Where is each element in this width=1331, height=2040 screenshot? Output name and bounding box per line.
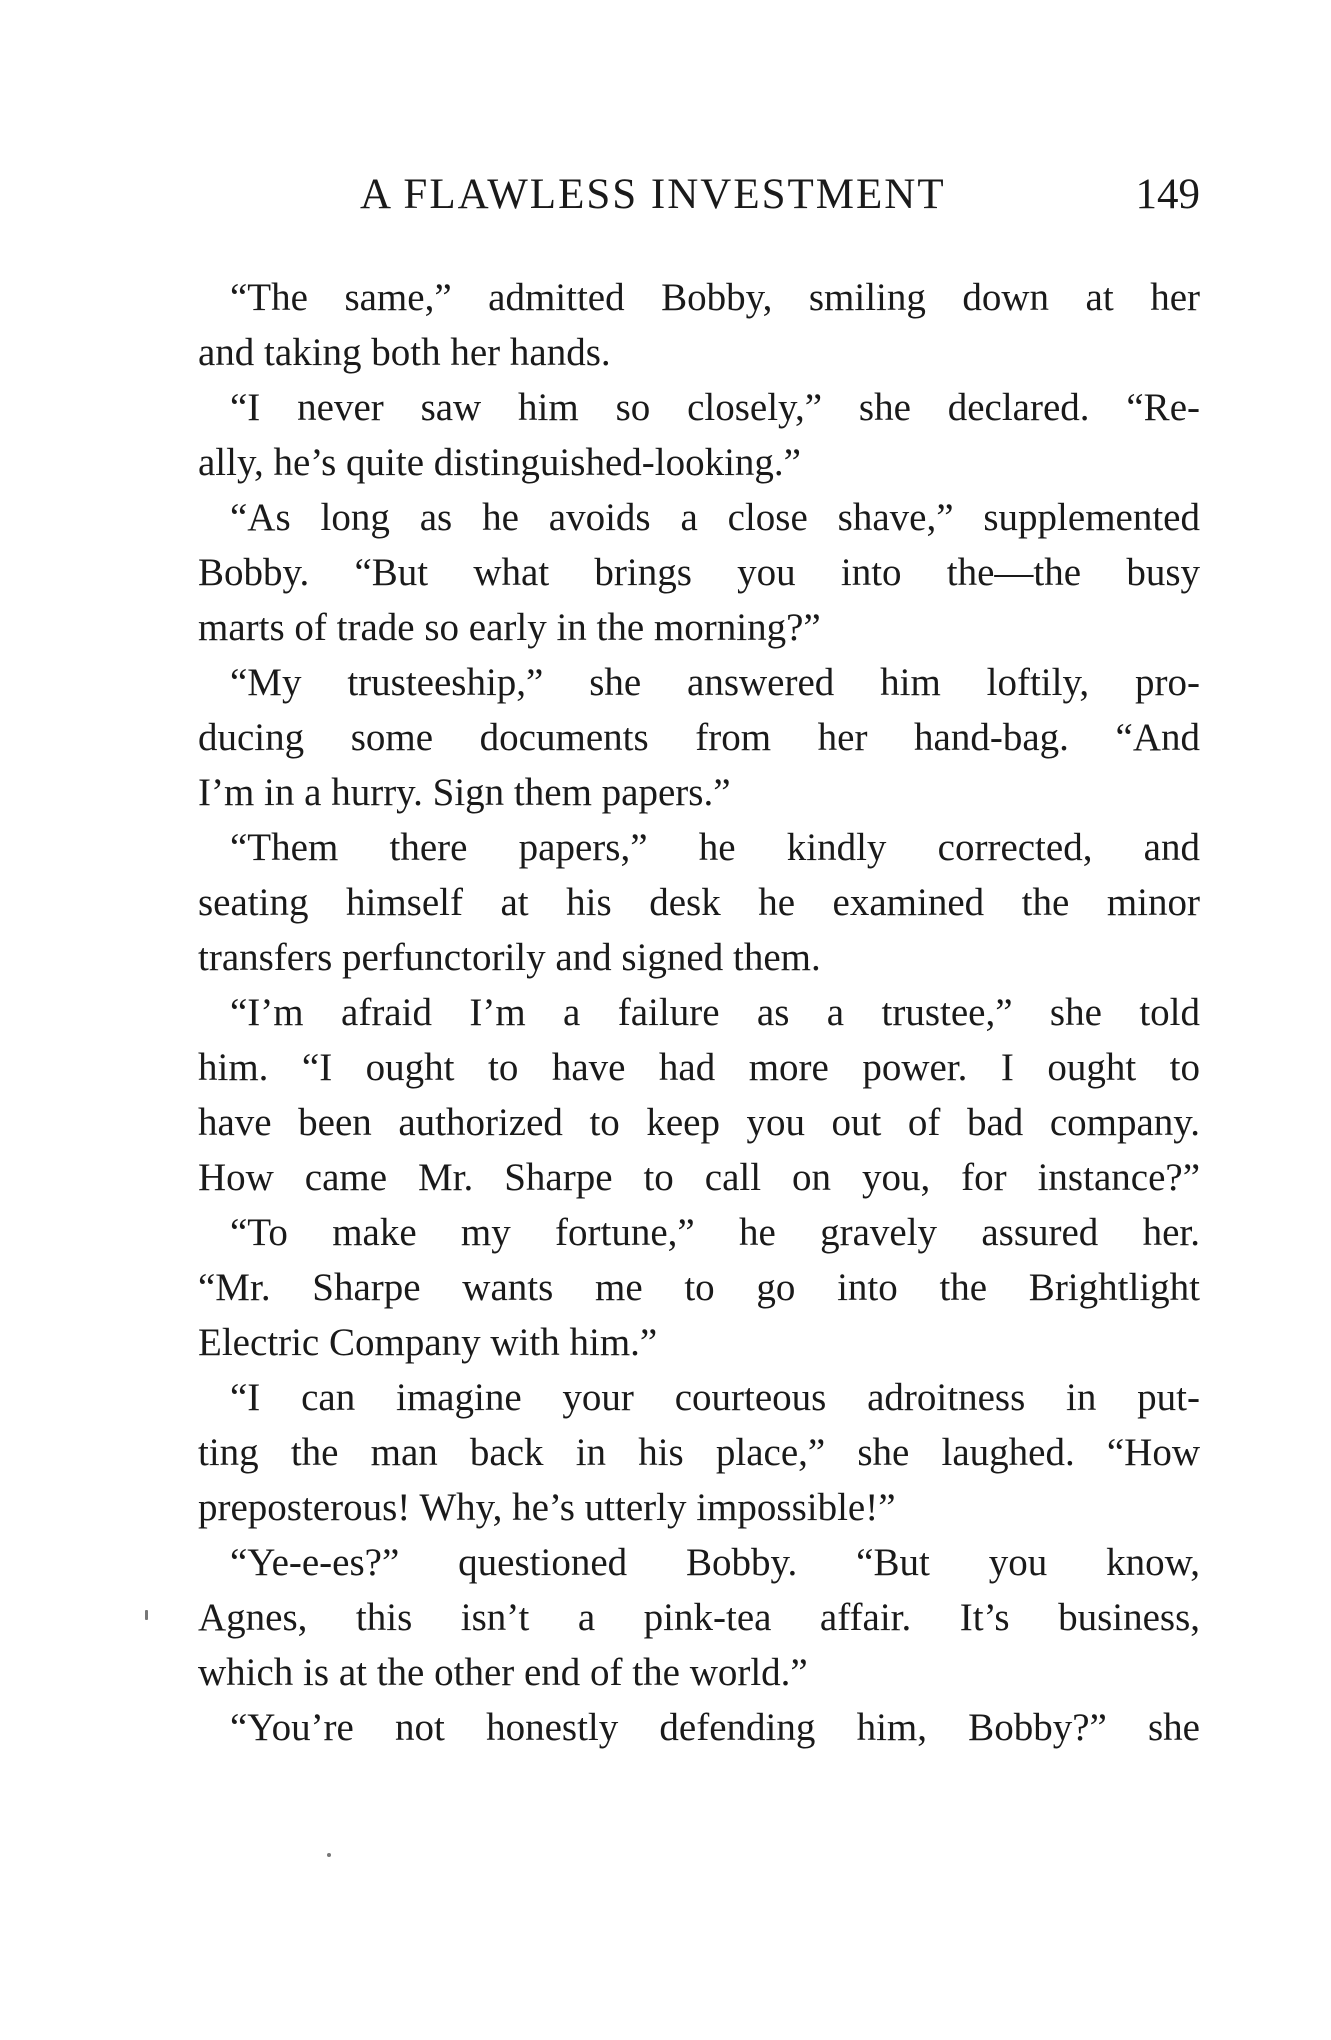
text-line: I’m in a hurry. Sign them papers.” xyxy=(198,771,731,814)
text-line: and taking both her hands. xyxy=(198,331,611,374)
text-line: ally, he’s quite distinguished-looking.” xyxy=(198,441,801,484)
text-line: him. “I ought to have had more power. I ought to xyxy=(198,1046,1200,1089)
text-line: “Ye-e-es?” questioned Bobby. “But you know, xyxy=(230,1541,1200,1584)
paper-speck xyxy=(327,1853,331,1857)
text-line: “To make my fortune,” he gravely assured her. xyxy=(230,1211,1200,1254)
text-line: “My trusteeship,” she answered him loftily, pro- xyxy=(230,661,1200,704)
text-line: “As long as he avoids a close shave,” supplemented xyxy=(230,496,1200,539)
text-line: How came Mr. Sharpe to call on you, for instance?” xyxy=(198,1156,1200,1199)
running-head xyxy=(200,170,1200,230)
text-line: Electric Company with him.” xyxy=(198,1321,658,1364)
text-line: transfers perfunctorily and signed them. xyxy=(198,936,821,979)
text-line: “I never saw him so closely,” she declared. “Re- xyxy=(230,386,1200,429)
text-line: seating himself at his desk he examined the minor xyxy=(198,881,1200,924)
text-line: Bobby. “But what brings you into the—the busy xyxy=(198,551,1200,594)
text-line: which is at the other end of the world.” xyxy=(198,1651,808,1694)
body-text xyxy=(198,270,1200,1755)
text-line: “Mr. Sharpe wants me to go into the Brightlight xyxy=(198,1266,1200,1309)
text-line: Agnes, this isn’t a pink-tea affair. It’s business, xyxy=(198,1596,1200,1639)
text-line: “The same,” admitted Bobby, smiling down at her xyxy=(230,276,1200,319)
text-line: “I can imagine your courteous adroitness in put- xyxy=(230,1376,1200,1419)
text-line: have been authorized to keep you out of bad company. xyxy=(198,1101,1200,1144)
running-title: A FLAWLESS INVESTMENT xyxy=(360,171,946,218)
text-line: “Them there papers,” he kindly corrected, and xyxy=(230,826,1200,869)
text-line: preposterous! Why, he’s utterly impossible!” xyxy=(198,1486,896,1529)
text-line: ducing some documents from her hand-bag. “And xyxy=(198,716,1200,759)
paper-speck xyxy=(145,1610,148,1620)
text-line: marts of trade so early in the morning?” xyxy=(198,606,821,649)
page-number: 149 xyxy=(1135,171,1200,218)
text-line: “You’re not honestly defending him, Bobby?” she xyxy=(230,1706,1200,1749)
text-line: ting the man back in his place,” she laughed. “How xyxy=(198,1431,1200,1474)
text-line: “I’m afraid I’m a failure as a trustee,” she told xyxy=(230,991,1200,1034)
